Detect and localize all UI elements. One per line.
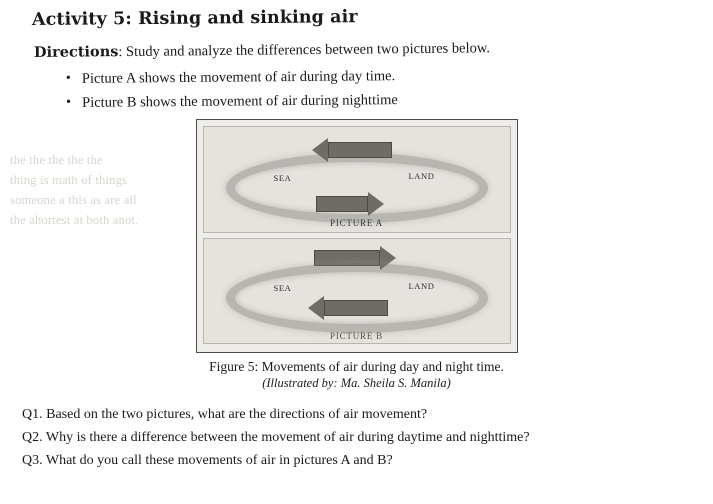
arrow-left-lower-b: [308, 301, 388, 315]
label-land-b: LAND: [408, 281, 435, 291]
label-sea-a: SEA: [273, 173, 292, 183]
questions-section: [22, 405, 699, 471]
convection-loop-b: [226, 263, 488, 333]
question-2: Q2. Why is there a difference between the movement of air during daytime and nighttime?: [22, 430, 530, 445]
arrow-head-icon: [308, 296, 324, 320]
ghost-line-4: the ahortest at both anot.: [10, 213, 139, 227]
arrow-left-upper-a: [312, 143, 392, 157]
directions-text: : Study and analyze the differences between two pictures below.: [118, 40, 491, 61]
figure-panel-b: [203, 238, 511, 344]
bullet-list: [66, 64, 699, 113]
caption-picture-b: PICTURE B: [330, 331, 383, 341]
page-title: Activity 5: Rising and sinking air: [31, 7, 358, 30]
arrow-shaft: [316, 196, 368, 212]
figure-panel-a: [203, 126, 511, 233]
directions-label: Directions: [33, 43, 119, 61]
ghost-line-1: the the the the the: [10, 153, 103, 167]
arrow-shaft: [328, 142, 392, 158]
arrow-right-lower-a: [316, 197, 384, 211]
ghost-line-2: thing is math of things: [10, 173, 128, 187]
list-item: • Picture A shows the movement of air during day time.: [66, 64, 699, 89]
ghost-line-3: someone a this as are all: [10, 193, 137, 207]
question-3: Q3. What do you call these movements of air in pictures A and B?: [22, 453, 393, 468]
figure-image: [196, 119, 518, 353]
figure-caption: Figure 5: Movements of air during day and night time.: [209, 359, 504, 374]
caption-picture-a: PICTURE A: [330, 218, 383, 228]
list-item: • Picture B shows the movement of air during nighttime: [66, 88, 699, 113]
convection-loop-a: [226, 153, 488, 223]
arrow-head-icon: [312, 138, 328, 162]
directions-line: [34, 37, 699, 62]
arrow-head-icon: [368, 192, 384, 216]
figure-credit: (Illustrated by: Ma. Sheila S. Manila): [262, 376, 451, 390]
question-1: Q1. Based on the two pictures, what are the directions of air movement?: [22, 407, 428, 422]
label-sea-b: SEA: [273, 283, 292, 293]
label-land-a: LAND: [408, 171, 435, 181]
figure-container: [14, 119, 699, 353]
arrow-shaft: [324, 300, 388, 316]
